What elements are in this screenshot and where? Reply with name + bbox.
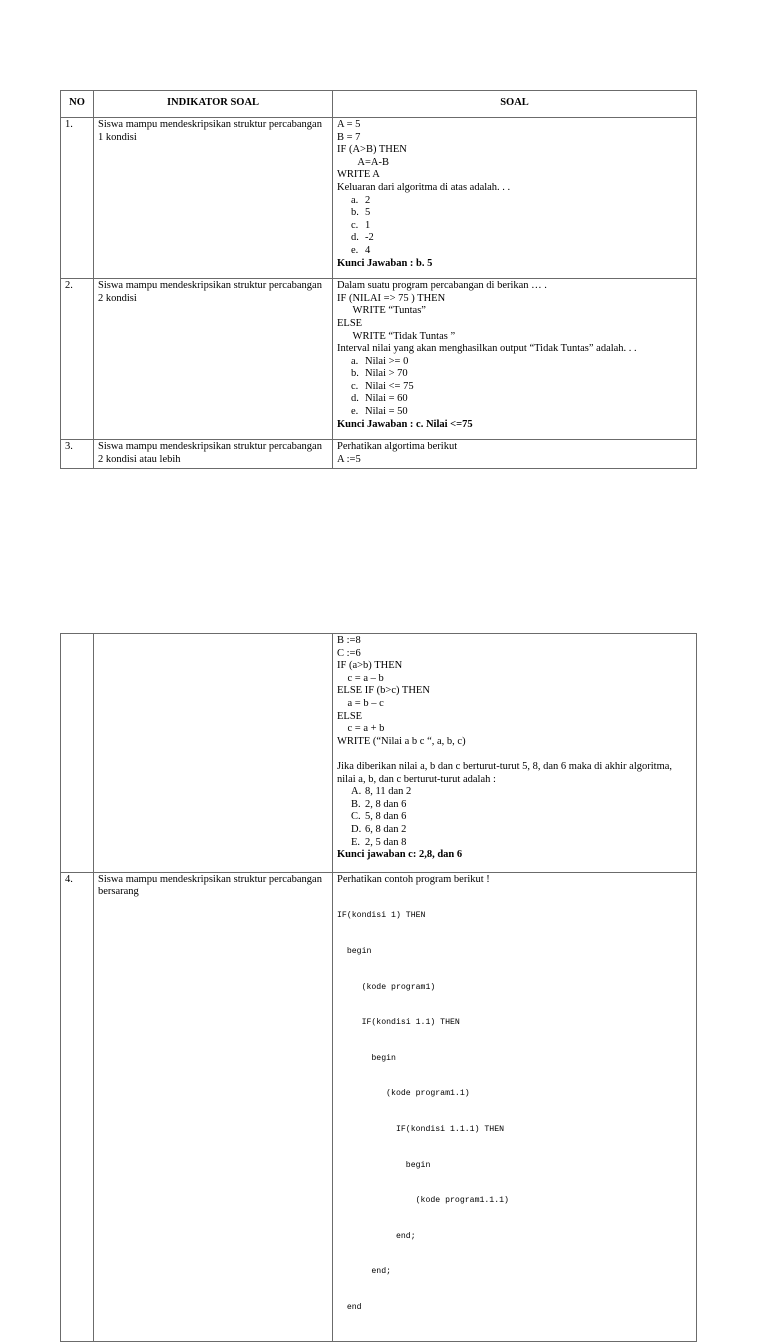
option-text: 4 [365, 244, 371, 256]
option-letter: c. [351, 219, 359, 231]
answer-option [337, 837, 692, 850]
question-text: Keluaran dari algoritma di atas adalah. . . [337, 181, 511, 193]
code-line: WRITE A [337, 169, 380, 181]
code-line: c = a + b [337, 723, 385, 735]
answer-option [337, 195, 692, 208]
code-line: A=A-B [337, 156, 390, 168]
soal-cell [333, 118, 697, 279]
answer-option [337, 811, 692, 824]
code-line: (kode program1) [337, 982, 436, 992]
answer-option [337, 356, 692, 369]
table-row [61, 634, 697, 873]
code-line: IF (A>B) THEN [337, 144, 407, 156]
code-line: ELSE IF (b>c) THEN [337, 685, 430, 697]
table-row [61, 118, 697, 279]
question-text: Interval nilai yang akan menghasilkan output “Tidak Tuntas” adalah. . . [337, 343, 637, 355]
header-no: NO [61, 91, 94, 118]
option-text: Nilai > 70 [365, 368, 408, 380]
code-line: c = a – b [337, 672, 384, 684]
code-line: begin [337, 1160, 431, 1170]
code-line: B :=8 [337, 635, 361, 646]
table-row [61, 872, 697, 1341]
option-letter: d. [351, 393, 359, 405]
answer-option [337, 406, 692, 419]
questions-table-page-1 [60, 90, 697, 469]
code-line: IF(kondisi 1) THEN [337, 911, 426, 921]
row-number: 3. [61, 440, 94, 469]
option-text: 6, 8 dan 2 [365, 823, 407, 835]
indikator-text: Siswa mampu mendeskripsikan struktur percabangan 1 kondisi [94, 118, 333, 279]
soal-cell [333, 634, 697, 873]
code-line: ELSE [337, 710, 363, 722]
code-line: begin [337, 1053, 396, 1063]
answer-option [337, 220, 692, 233]
option-letter: a. [351, 194, 359, 206]
answer-option [337, 393, 692, 406]
option-letter: b. [351, 368, 359, 380]
header-soal: SOAL [333, 91, 697, 118]
table-row [61, 440, 697, 469]
option-text: 5 [365, 207, 371, 219]
option-text: 8, 11 dan 2 [365, 786, 412, 798]
option-text: Nilai <= 75 [365, 380, 414, 392]
answer-option [337, 368, 692, 381]
answer-option [337, 207, 692, 220]
answer-key: Kunci jawaban c: 2,8, dan 6 [337, 849, 463, 861]
code-line: end; [337, 1267, 392, 1277]
row-number: 2. [61, 279, 94, 440]
code-line: IF(kondisi 1.1) THEN [337, 1018, 460, 1028]
code-line: (kode program1.1.1) [337, 1196, 509, 1206]
code-line: end [337, 1303, 362, 1312]
table-row [61, 279, 697, 440]
option-text: Nilai = 50 [365, 406, 408, 418]
soal-cell [333, 279, 697, 440]
blank-line [337, 748, 692, 761]
row-number: 4. [61, 872, 94, 1341]
code-line: IF (a>b) THEN [337, 660, 403, 672]
option-text: 2 [365, 194, 371, 206]
code-block [337, 886, 692, 1338]
header-indikator: INDIKATOR SOAL [94, 91, 333, 118]
code-line: WRITE (“Nilai a b c “, a, b, c) [337, 735, 466, 747]
code-line: IF(kondisi 1.1.1) THEN [337, 1125, 505, 1135]
question-text: Jika diberikan nilai a, b dan c berturut-turut 5, 8, dan 6 maka di akhir algoritma, nilai a, b, dan c berturut-turut adalah : [337, 760, 673, 785]
code-line: WRITE “Tuntas” [337, 305, 426, 317]
option-text: Nilai = 60 [365, 393, 408, 405]
option-text: 2, 8 dan 6 [365, 798, 407, 810]
table-header-row [61, 91, 697, 118]
indikator-text: Siswa mampu mendeskripsikan struktur percabangan 2 kondisi [94, 279, 333, 440]
code-line: (kode program1.1) [337, 1089, 470, 1099]
answer-option [337, 799, 692, 812]
soal-cell [333, 440, 697, 469]
code-line: end; [337, 1231, 416, 1241]
option-text: 2, 5 dan 8 [365, 836, 407, 848]
code-line: Dalam suatu program percabangan di berikan … . [337, 280, 547, 292]
answer-option [337, 245, 692, 258]
option-letter: E. [351, 836, 361, 848]
option-letter: b. [351, 207, 359, 219]
answer-option [337, 232, 692, 245]
option-letter: C. [351, 811, 361, 823]
answer-option [337, 824, 692, 837]
answer-option [337, 786, 692, 799]
answer-key: Kunci Jawaban : b. 5 [337, 257, 433, 269]
code-line: WRITE “Tidak Tuntas ” [337, 330, 456, 342]
code-line: ELSE [337, 317, 363, 329]
option-letter: A. [351, 786, 362, 798]
option-text: 5, 8 dan 6 [365, 811, 407, 823]
answer-key: Kunci Jawaban : c. Nilai <=75 [337, 418, 473, 430]
row-number [61, 634, 94, 873]
option-text: -2 [365, 232, 374, 244]
code-line: begin [337, 947, 372, 957]
indikator-text: Siswa mampu mendeskripsikan struktur percabangan 2 kondisi atau lebih [94, 440, 333, 469]
code-line: A :=5 [337, 453, 361, 465]
option-letter: D. [351, 823, 362, 835]
option-letter: d. [351, 232, 359, 244]
questions-table-page-2 [60, 633, 697, 1342]
option-letter: c. [351, 380, 359, 392]
question-text: Perhatikan contoh program berikut ! [337, 873, 490, 885]
code-line: a = b – c [337, 697, 384, 709]
code-line: A = 5 [337, 119, 361, 130]
option-text: 1 [365, 219, 371, 231]
row-number: 1. [61, 118, 94, 279]
option-letter: e. [351, 406, 359, 418]
option-letter: e. [351, 244, 359, 256]
code-line: C :=6 [337, 647, 361, 659]
option-text: Nilai >= 0 [365, 355, 409, 367]
option-letter: a. [351, 355, 359, 367]
indikator-text [94, 634, 333, 873]
answer-option [337, 381, 692, 394]
code-line: B = 7 [337, 131, 361, 143]
code-line: Perhatikan algortima berikut [337, 441, 458, 453]
indikator-text: Siswa mampu mendeskripsikan struktur percabangan bersarang [94, 872, 333, 1341]
soal-cell [333, 872, 697, 1341]
option-letter: B. [351, 798, 361, 810]
code-line: IF (NILAI => 75 ) THEN [337, 292, 446, 304]
